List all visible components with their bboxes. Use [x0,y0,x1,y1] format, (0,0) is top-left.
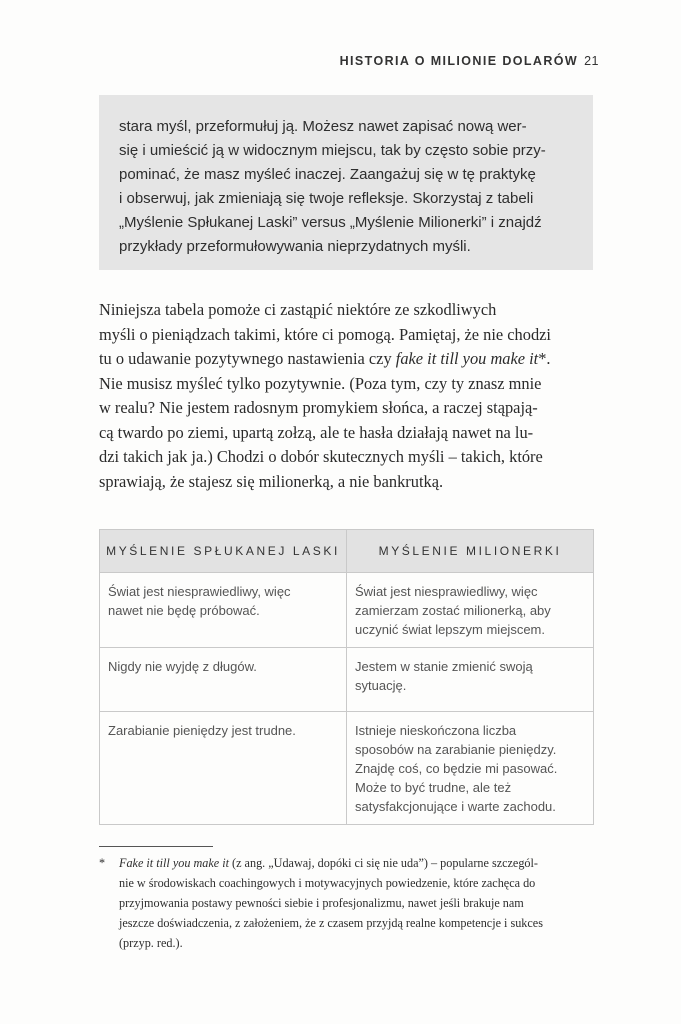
body-line: myśli o pieniądzach takimi, które ci pomogą. Pamiętaj, że nie chodzi [99,324,551,344]
callout-line: przykłady przeformułowywania nieprzydatnych myśli. [119,238,471,255]
footnote-line: (przyp. red.). [119,936,183,950]
callout-line: „Myślenie Spłukanej Laski” versus „Myślenie Milionerki” i znajdź [119,214,542,231]
callout-box [99,95,593,270]
cell-line: Jestem w stanie zmienić swoją [355,659,533,674]
page-number: 21 [584,54,599,68]
callout-line: stara myśl, przeformułuj ją. Możesz nawet zapisać nową wer- [119,118,527,135]
table-row [100,573,594,648]
callout-line: się i umieścić ją w widocznym miejscu, tak by często sobie przy- [119,142,546,159]
body-italic-phrase: fake it till you make it [395,349,539,368]
cell-line: uczynić świat lepszym miejscem. [355,622,545,637]
cell-line: satysfakcjonujące i warte zachodu. [355,799,556,814]
table-cell-broke [100,712,347,825]
table-row [100,712,594,825]
cell-line: nawet nie będę próbować. [108,603,260,618]
cell-line: Świat jest niesprawiedliwy, więc [355,584,538,599]
footnote-body [119,853,599,953]
footnote-text-segment: (z ang. „Udawaj, dopóki ci się nie uda”) – popularne szczegól- [229,856,538,870]
column-header-broke-mindset: MYŚLENIE SPŁUKANEJ LASKI [100,530,347,573]
table-cell-broke [100,648,347,712]
footnote-line [119,853,599,873]
footnote-divider [99,846,213,847]
cell-line: sytuację. [355,678,407,693]
running-head [340,54,599,68]
footnote-italic-phrase: Fake it till you make it [119,856,229,870]
cell-line: Znajdę coś, co będzie mi pasować. [355,761,558,776]
table-cell-broke [100,573,347,648]
cell-line: Istnieje nieskończona liczba [355,723,517,738]
footnote-reference: *. [538,349,551,368]
table-header-row [100,530,594,573]
body-line: dzi takich jak ja.) Chodzi o dobór skutecznych myśli – takich, które [99,447,543,466]
body-paragraph [99,298,599,494]
cell-line: Może to być trudne, ale też [355,780,512,795]
callout-line: i obserwuj, jak zmieniają się twoje refleksje. Skorzystaj z tabeli [119,190,534,207]
column-header-millionaire-mindset: MYŚLENIE MILIONERKI [347,530,594,573]
footnote-line: jeszcze doświadczenia, z założeniem, że z czasem przyjdą realne kompetencje i sukces [119,916,543,930]
comparison-table [99,529,594,825]
cell-line: Nigdy nie wyjdę z długów. [108,659,257,674]
footnote-line: nie w środowiskach coachingowych i motywacyjnych powiedzenie, które zachęca do [119,876,536,890]
body-line: cą twardo po ziemi, upartą zołzą, ale te hasła działają nawet na lu- [99,422,534,442]
body-line: w realu? Nie jestem radosnym promykiem słońca, a raczej stąpają- [99,398,538,417]
table-row [100,648,594,712]
body-line: Nie musisz myśleć tylko pozytywnie. (Poza tym, czy ty znasz mnie [99,373,542,393]
footnote-marker: * [99,856,106,870]
cell-line: zamierzam zostać milionerką, aby [355,603,551,618]
table-cell-millionaire [347,648,594,712]
footnote [99,853,599,953]
cell-line: Świat jest niesprawiedliwy, więc [108,584,291,599]
cell-line: sposobów na zarabianie pieniędzy. [355,742,557,757]
body-line: Niniejsza tabela pomoże ci zastąpić niektóre ze szkodliwych [99,300,497,319]
callout-line: pominać, że masz myśleć inaczej. Zaangażuj się w tę praktykę [119,166,536,183]
running-head-title: HISTORIA O MILIONIE DOLARÓW [339,54,579,68]
table-cell-millionaire [347,573,594,648]
footnote-line: przyjmowania postawy pewności siebie i profesjonalizmu, nawet jeśli brakuje nam [119,896,524,910]
body-line [99,347,599,372]
table-cell-millionaire [347,712,594,825]
body-line: sprawiają, że stajesz się milionerką, a nie bankrutką. [99,471,444,491]
body-text-segment: tu o udawanie pozytywnego nastawienia czy [99,349,396,368]
cell-line: Zarabianie pieniędzy jest trudne. [108,723,296,738]
